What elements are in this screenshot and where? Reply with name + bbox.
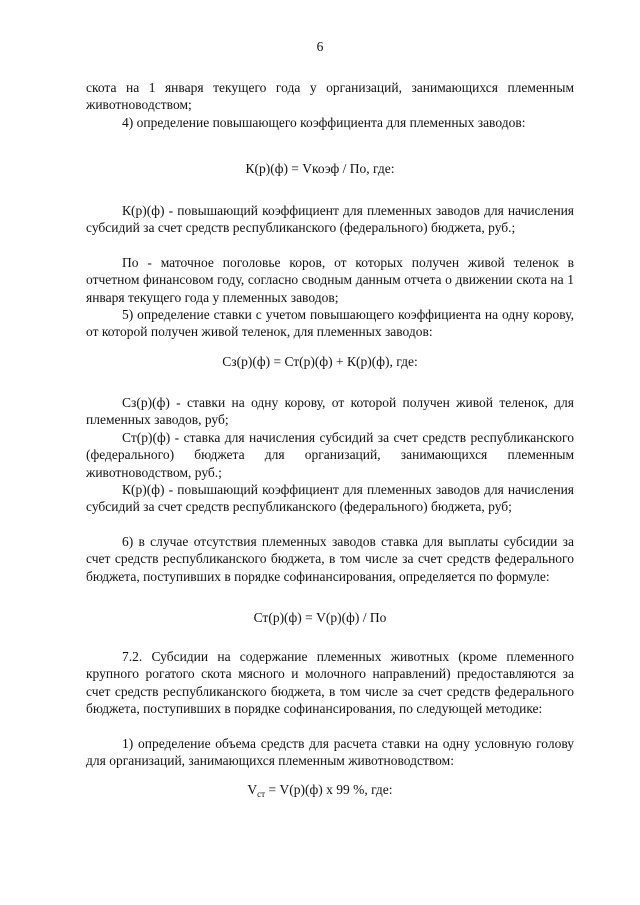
paragraph-definition-st: Ст(р)(ф) - ставка для начисления субсидий за счет средств республиканского (федерального) бюджета для организаций, занимающихся племенным животноводством, руб.;: [86, 430, 574, 480]
formula-vst-main: V: [247, 782, 258, 797]
formula-vst-subscript: ст: [257, 789, 266, 799]
paragraph-item-4: 4) определение повышающего коэффициента для племенных заводов:: [122, 115, 526, 130]
paragraph-item-5: 5) определение ставки с учетом повышающего коэффициента на одну корову, от которой получен живой теленок, для племенных заводов:: [86, 307, 574, 340]
paragraph-definition-k-2: К(р)(ф) - повышающий коэффициент для племенных заводов для начисления субсидий за счет средств республиканского (федерального) бюджета, руб;: [86, 482, 574, 515]
paragraph-item-1: 1) определение объема средств для расчета ставки на одну условную голову для организаций, занимающихся племенным животноводством:: [86, 736, 574, 769]
paragraph-definition-sz: Сз(р)(ф) - ставки на одну корову, от которой получен живой теленок, для племенных заводов, руб;: [86, 395, 574, 428]
formula-rate: Сз(р)(ф) = Ст(р)(ф) + К(р)(ф), где:: [222, 354, 418, 369]
paragraph-definition-k: К(р)(ф) - повышающий коэффициент для племенных заводов для начисления субсидий за счет средств республиканского (федерального) бюджета, руб.;: [86, 203, 574, 236]
formula-vst: [0, 781, 640, 798]
formula-coefficient: К(р)(ф) = Vкоэф / По, где:: [245, 161, 395, 176]
page-number: 6: [316, 39, 324, 54]
paragraph-section-7-2: 7.2. Субсидии на содержание племенных животных (кроме племенного крупного рогатого скота мясного и молочного направлений) предоставляются за счет средств республиканского бюджета, в том числе за счет средств федерального бюджета, поступивших в порядке софинансирования, по следующей методике:: [86, 649, 574, 716]
paragraph-item-6: 6) в случае отсутствия племенных заводов ставка для выплаты субсидии за счет средств республиканского бюджета, в том числе за счет средств федерального бюджета, поступивших в порядке софинансирования, определяется по формуле:: [86, 534, 574, 584]
paragraph-definition-po: По - маточное поголовье коров, от которых получен живой теленок в отчетном финансовом году, согласно сводным данным отчета о движении скота на 1 января текущего года у племенных заводов;: [86, 255, 574, 305]
formula-st: Ст(р)(ф) = V(р)(ф) / По: [253, 610, 387, 625]
paragraph-continuation: скота на 1 января текущего года у организаций, занимающихся племенным животноводством;: [86, 80, 574, 113]
formula-vst-rest: = V(р)(ф) х 99 %, где:: [265, 782, 393, 797]
